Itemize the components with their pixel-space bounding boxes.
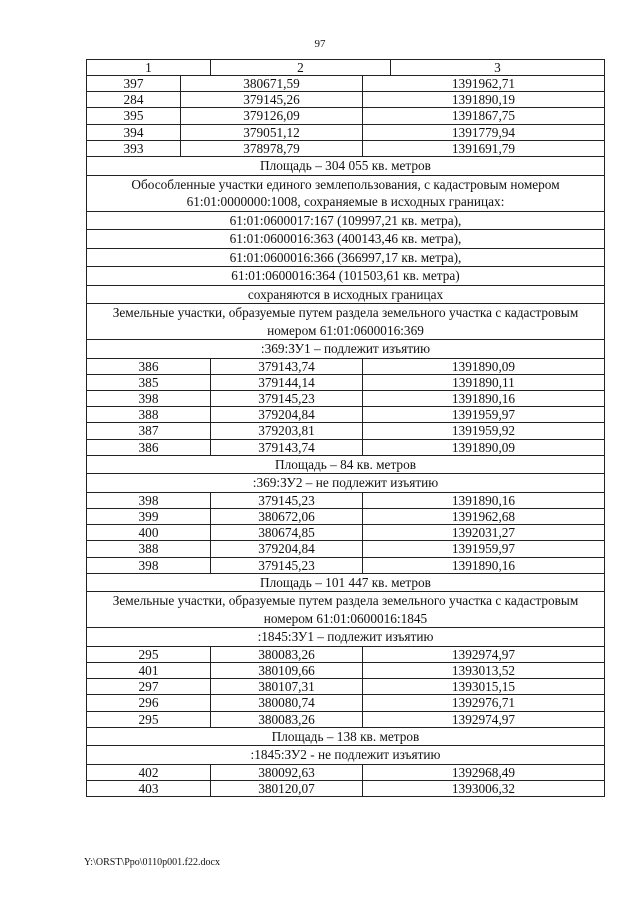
x-coordinate-cell: 379145,23 [211, 390, 363, 406]
section-text-cell: Площадь – 138 кв. метров [87, 727, 605, 746]
point-number-cell: 397 [87, 76, 181, 92]
table-row [87, 108, 605, 124]
y-coordinate-cell: 1393013,52 [363, 662, 605, 678]
table-section-row [87, 248, 605, 267]
table-row [87, 423, 605, 439]
point-number-cell: 284 [87, 92, 181, 108]
x-coordinate-cell: 380080,74 [211, 695, 363, 711]
table-row [87, 780, 605, 796]
y-coordinate-cell: 1393015,15 [363, 679, 605, 695]
table-row [87, 92, 605, 108]
section-text-cell: 61:01:0600017:167 (109997,21 кв. метра), [87, 211, 605, 230]
x-coordinate-cell: 379144,14 [211, 374, 363, 390]
table-row [87, 662, 605, 678]
section-text-cell: :369:ЗУ2 – не подлежит изъятию [87, 474, 605, 493]
table-row [87, 525, 605, 541]
point-number-cell: 398 [87, 557, 211, 573]
x-coordinate-cell: 379145,23 [211, 492, 363, 508]
section-text-cell: 61:01:0600016:366 (366997,17 кв. метра), [87, 248, 605, 267]
section-text-cell: Земельные участки, образуемые путем раздела земельного участка с кадастровым номером 61:01:0600016:1845 [87, 592, 605, 628]
y-coordinate-cell: 1391962,68 [363, 508, 605, 524]
coordinates-table [86, 59, 605, 797]
table-row [87, 492, 605, 508]
x-coordinate-cell: 379145,26 [181, 92, 363, 108]
y-coordinate-cell: 1391779,94 [363, 124, 605, 140]
x-coordinate-cell: 380120,07 [211, 780, 363, 796]
y-coordinate-cell: 1391959,97 [363, 541, 605, 557]
document-file-path: Y:\ORST\Ppo\0110p001.f22.docx [84, 857, 220, 868]
point-number-cell: 400 [87, 525, 211, 541]
table-row [87, 711, 605, 727]
y-coordinate-cell: 1392974,97 [363, 711, 605, 727]
x-coordinate-cell: 379204,84 [211, 541, 363, 557]
point-number-cell: 401 [87, 662, 211, 678]
point-number-cell: 403 [87, 780, 211, 796]
x-coordinate-cell: 379051,12 [181, 124, 363, 140]
table-section-row [87, 592, 605, 628]
coordinates-table-body [87, 60, 605, 797]
y-coordinate-cell: 1392031,27 [363, 525, 605, 541]
table-section-row [87, 230, 605, 249]
table-row [87, 374, 605, 390]
point-number-cell: 394 [87, 124, 181, 140]
table-section-row [87, 628, 605, 647]
point-number-cell: 386 [87, 358, 211, 374]
table-section-row [87, 175, 605, 211]
table-section-row [87, 285, 605, 304]
section-text-cell: сохраняются в исходных границах [87, 285, 605, 304]
x-coordinate-cell: 380672,06 [211, 508, 363, 524]
table-row [87, 679, 605, 695]
section-text-cell: :369:ЗУ1 – подлежит изъятию [87, 340, 605, 359]
y-coordinate-cell: 1392968,49 [363, 764, 605, 780]
x-coordinate-cell: 379145,23 [211, 557, 363, 573]
y-coordinate-cell: 1391890,09 [363, 439, 605, 455]
table-row [87, 140, 605, 156]
y-coordinate-cell: 1391890,16 [363, 492, 605, 508]
table-row [87, 124, 605, 140]
table-section-row [87, 474, 605, 493]
x-coordinate-cell: 379204,84 [211, 407, 363, 423]
y-coordinate-cell: 1391890,11 [363, 374, 605, 390]
section-text-cell: 61:01:0600016:363 (400143,46 кв. метра), [87, 230, 605, 249]
point-number-cell: 295 [87, 646, 211, 662]
y-coordinate-cell: 1391962,71 [363, 76, 605, 92]
y-coordinate-cell: 1391959,92 [363, 423, 605, 439]
y-coordinate-cell: 1391890,16 [363, 557, 605, 573]
table-section-row [87, 340, 605, 359]
table-row [87, 695, 605, 711]
section-text-cell: Земельные участки, образуемые путем раздела земельного участка с кадастровым номером 61:01:0600016:369 [87, 304, 605, 340]
point-number-cell: 387 [87, 423, 211, 439]
x-coordinate-cell: 380083,26 [211, 711, 363, 727]
point-number-cell: 398 [87, 492, 211, 508]
point-number-cell: 393 [87, 140, 181, 156]
table-row [87, 764, 605, 780]
table-row [87, 76, 605, 92]
section-text-cell: Площадь – 304 055 кв. метров [87, 157, 605, 176]
x-coordinate-cell: 380092,63 [211, 764, 363, 780]
section-text-cell: Площадь – 101 447 кв. метров [87, 573, 605, 592]
x-coordinate-cell: 380674,85 [211, 525, 363, 541]
section-text-cell: Площадь – 84 кв. метров [87, 455, 605, 474]
section-text-cell: :1845:ЗУ2 - не подлежит изъятию [87, 746, 605, 765]
header-cell-point: 1 [87, 60, 211, 76]
table-section-row [87, 455, 605, 474]
table-row [87, 508, 605, 524]
point-number-cell: 402 [87, 764, 211, 780]
x-coordinate-cell: 379126,09 [181, 108, 363, 124]
table-row [87, 390, 605, 406]
table-section-row [87, 157, 605, 176]
table-section-row [87, 211, 605, 230]
x-coordinate-cell: 380083,26 [211, 646, 363, 662]
table-header-row [87, 60, 605, 76]
point-number-cell: 395 [87, 108, 181, 124]
table-row [87, 439, 605, 455]
section-text-cell: :1845:ЗУ1 – подлежит изъятию [87, 628, 605, 647]
table-section-row [87, 573, 605, 592]
point-number-cell: 296 [87, 695, 211, 711]
y-coordinate-cell: 1391890,19 [363, 92, 605, 108]
header-cell-y: 3 [391, 60, 605, 76]
x-coordinate-cell: 380671,59 [181, 76, 363, 92]
x-coordinate-cell: 379143,74 [211, 439, 363, 455]
table-row [87, 646, 605, 662]
y-coordinate-cell: 1391691,79 [363, 140, 605, 156]
page-number: 97 [314, 38, 326, 50]
y-coordinate-cell: 1391867,75 [363, 108, 605, 124]
table-section-row [87, 304, 605, 340]
table-row [87, 358, 605, 374]
table-row [87, 541, 605, 557]
x-coordinate-cell: 379143,74 [211, 358, 363, 374]
x-coordinate-cell: 380109,66 [211, 662, 363, 678]
x-coordinate-cell: 380107,31 [211, 679, 363, 695]
point-number-cell: 385 [87, 374, 211, 390]
y-coordinate-cell: 1391959,97 [363, 407, 605, 423]
table-row [87, 407, 605, 423]
point-number-cell: 386 [87, 439, 211, 455]
table-row [87, 557, 605, 573]
y-coordinate-cell: 1392974,97 [363, 646, 605, 662]
point-number-cell: 398 [87, 390, 211, 406]
point-number-cell: 388 [87, 407, 211, 423]
y-coordinate-cell: 1392976,71 [363, 695, 605, 711]
table-section-row [87, 746, 605, 765]
y-coordinate-cell: 1391890,16 [363, 390, 605, 406]
y-coordinate-cell: 1391890,09 [363, 358, 605, 374]
section-text-cell: 61:01:0600016:364 (101503,61 кв. метра) [87, 267, 605, 286]
table-section-row [87, 727, 605, 746]
x-coordinate-cell: 379203,81 [211, 423, 363, 439]
point-number-cell: 295 [87, 711, 211, 727]
point-number-cell: 399 [87, 508, 211, 524]
point-number-cell: 388 [87, 541, 211, 557]
x-coordinate-cell: 378978,79 [181, 140, 363, 156]
table-section-row [87, 267, 605, 286]
section-text-cell: Обособленные участки единого землепользования, с кадастровым номером 61:01:0000000:1008, сохраняемые в исходных границах: [87, 175, 605, 211]
y-coordinate-cell: 1393006,32 [363, 780, 605, 796]
point-number-cell: 297 [87, 679, 211, 695]
header-cell-x: 2 [211, 60, 391, 76]
